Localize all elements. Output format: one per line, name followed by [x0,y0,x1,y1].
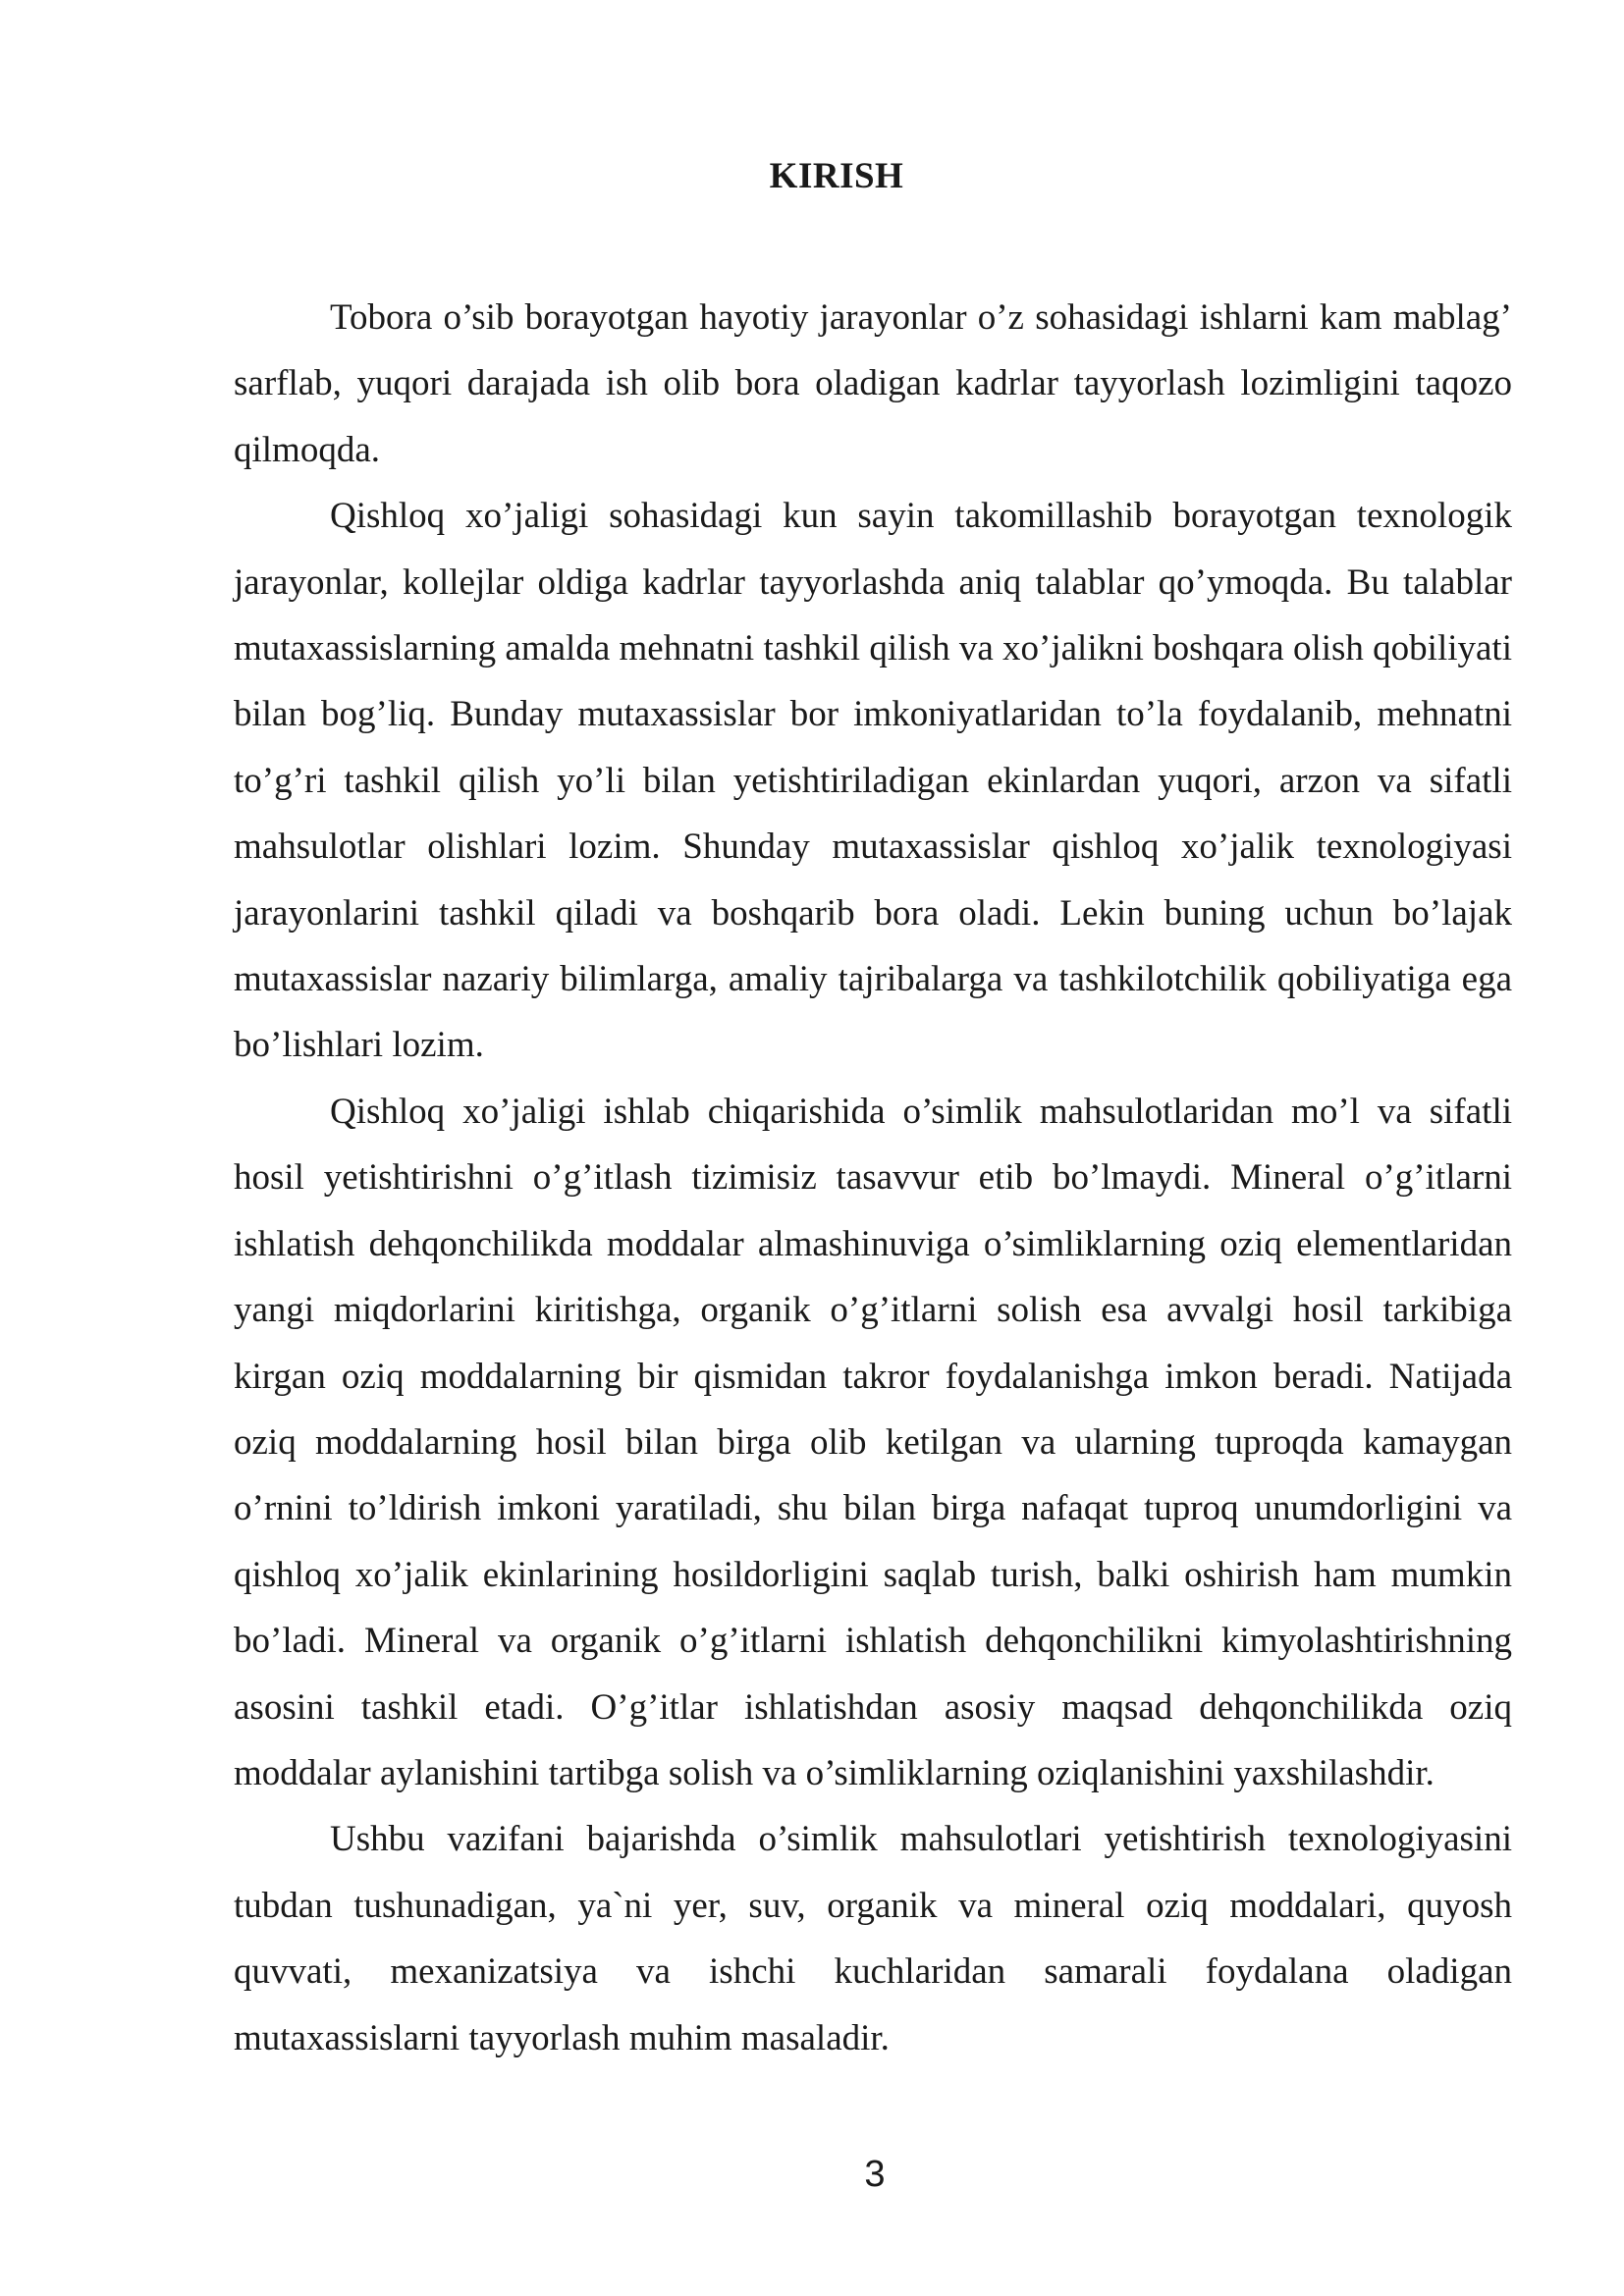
paragraph-3: Qishloq xo’jaligi ishlab chiqarishida o’simlik mahsulotlaridan mo’l va sifatli hosil yetishtirishni o’g’itlash tizimisiz tasavvur etib bo’lmaydi. Mineral o’g’itlarni ishlatish dehqonchilikda moddalar almashinuviga o’simliklarning oziq elementlaridan yangi miqdorlarini kiritishga, organik o’g’itlarni solish esa avvalgi hosil tarkibiga kirgan oziq moddalarning bir qismidan takror foydalanishga imkon beradi. Natijada oziq moddalarning hosil bilan birga olib ketilgan va ularning tuproqda kamaygan o’rnini to’ldirish imkoni yaratiladi, shu bilan birga nafaqat tuproq unumdorligini va qishloq xo’jalik ekinlarining hosildorligini saqlab turish, balki oshirish ham mumkin bo’ladi. Mineral va organik o’g’itlarni ishlatish dehqonchilikni kimyolashtirishning asosini tashkil etadi. O’g’itlar ishlatishdan asosiy maqsad dehqonchilikda oziq moddalar aylanishini tartibga solish va o’simliklarning oziqlanishini yaxshilashdir. [234,1091,1512,1793]
paragraph-2: Qishloq xo’jaligi sohasidagi kun sayin takomillashib borayotgan texnologik jarayonlar, kollejlar oldiga kadrlar tayyorlashda aniq talablar qo’ymoqda. Bu talablar mutaxassislarning amalda mehnatni tashkil qilish va xo’jalikni boshqara olish qobiliyati bilan bog’liq. Bunday mutaxassislar bor imkoniyatlaridan to’la foydalanib, mehnatni to’g’ri tashkil qilish yo’li bilan yetishtiriladigan ekinlardan yuqori, arzon va sifatli mahsulotlar olishlari lozim. Shunday mutaxassislar qishloq xo’jalik texnologiyasi jarayonlarini tashkil qiladi va boshqarib bora oladi. Lekin buning uchun bo’lajak mutaxassislar nazariy bilimlarga, amaliy tajribalarga va tashkilotchilik qobiliyatiga ega bo’lishlari lozim. [234,496,1512,1066]
page-title: KIRISH [769,156,904,196]
page-number: 3 [864,2154,886,2195]
paragraph-4: Ushbu vazifani bajarishda o’simlik mahsulotlari yetishtirish texnologiyasini tubdan tushunadigan, ya`ni yer, suv, organik va mineral oziq moddalari, quyosh quvvati, mexanizatsiya va ishchi kuchlaridan samarali foydalana oladigan mutaxassislarni tayyorlash muhim masaladir. [234,1819,1512,2058]
body-text [234,285,1512,2071]
paragraph-1: Tobora o’sib borayotgan hayotiy jarayonlar o’z sohasidagi ishlarni kam mablag’ sarflab, yuqori darajada ish olib bora oladigan kadrlar tayyorlash lozimligini taqozo qilmoqda. [234,297,1512,470]
